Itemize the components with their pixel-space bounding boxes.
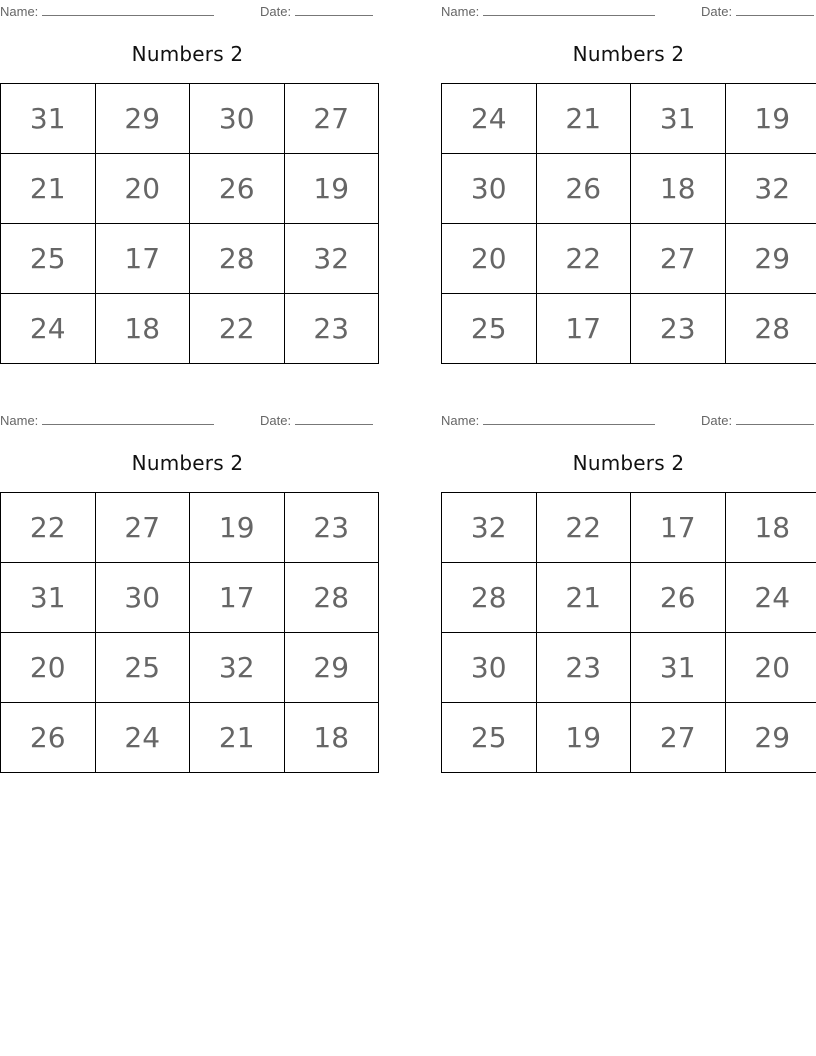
grid-cell: 30 (95, 563, 190, 633)
grid-cell: 27 (284, 84, 379, 154)
name-blank-line[interactable] (42, 3, 214, 16)
grid-cell: 31 (631, 84, 726, 154)
grid-cell: 31 (1, 84, 96, 154)
grid-cell: 26 (1, 703, 96, 773)
worksheet-title: Numbers 2 (131, 451, 244, 475)
worksheet-header (441, 0, 816, 20)
grid-cell: 28 (725, 294, 816, 364)
grid-cell: 30 (190, 84, 285, 154)
grid-cell: 24 (725, 563, 816, 633)
name-label: Name: (441, 413, 480, 428)
grid-cell: 31 (631, 633, 726, 703)
grid-cell: 31 (1, 563, 96, 633)
date-blank-line[interactable] (295, 3, 373, 16)
worksheet-header (0, 409, 375, 429)
grid-row (442, 703, 816, 773)
grid-cell: 30 (442, 633, 537, 703)
grid-cell: 28 (284, 563, 379, 633)
grid-cell: 19 (536, 703, 631, 773)
name-label: Name: (0, 413, 39, 428)
grid-cell: 19 (284, 154, 379, 224)
grid-cell: 27 (631, 703, 726, 773)
grid-cell: 21 (536, 563, 631, 633)
grid-cell: 20 (1, 633, 96, 703)
grid-cell: 32 (190, 633, 285, 703)
grid-cell: 20 (95, 154, 190, 224)
name-label: Name: (0, 4, 39, 19)
name-field[interactable] (441, 3, 655, 19)
date-label: Date: (701, 4, 733, 19)
grid-cell: 29 (284, 633, 379, 703)
grid-cell: 23 (284, 294, 379, 364)
grid-cell: 18 (95, 294, 190, 364)
grid-row (442, 154, 816, 224)
worksheet-title: Numbers 2 (572, 451, 685, 475)
name-field[interactable] (441, 412, 655, 428)
grid-cell: 26 (536, 154, 631, 224)
grid-cell: 17 (536, 294, 631, 364)
grid-row (442, 563, 816, 633)
grid-row (442, 294, 816, 364)
name-field[interactable] (0, 3, 214, 19)
grid-cell: 17 (631, 493, 726, 563)
number-grid (0, 83, 379, 364)
date-field[interactable] (260, 412, 373, 428)
grid-cell: 25 (95, 633, 190, 703)
grid-cell: 29 (95, 84, 190, 154)
grid-row (442, 224, 816, 294)
grid-row (442, 84, 816, 154)
grid-cell: 32 (725, 154, 816, 224)
grid-row (1, 224, 379, 294)
grid-cell: 26 (631, 563, 726, 633)
grid-cell: 17 (95, 224, 190, 294)
grid-cell: 22 (536, 224, 631, 294)
date-field[interactable] (701, 3, 814, 19)
grid-cell: 27 (631, 224, 726, 294)
name-field[interactable] (0, 412, 214, 428)
date-field[interactable] (701, 412, 814, 428)
grid-cell: 28 (190, 224, 285, 294)
grid-cell: 23 (284, 493, 379, 563)
worksheet-title: Numbers 2 (572, 42, 685, 66)
date-blank-line[interactable] (295, 412, 373, 425)
name-label: Name: (441, 4, 480, 19)
grid-row (442, 493, 816, 563)
date-label: Date: (260, 413, 292, 428)
grid-cell: 21 (1, 154, 96, 224)
grid-cell: 18 (284, 703, 379, 773)
worksheet-header (441, 409, 816, 429)
grid-cell: 24 (442, 84, 537, 154)
worksheet-header (0, 0, 375, 20)
grid-cell: 17 (190, 563, 285, 633)
name-blank-line[interactable] (483, 3, 655, 16)
date-blank-line[interactable] (736, 412, 814, 425)
grid-cell: 24 (95, 703, 190, 773)
grid-cell: 23 (536, 633, 631, 703)
grid-cell: 19 (725, 84, 816, 154)
number-grid (441, 83, 816, 364)
grid-cell: 25 (442, 294, 537, 364)
grid-cell: 18 (631, 154, 726, 224)
grid-cell: 29 (725, 224, 816, 294)
grid-cell: 20 (442, 224, 537, 294)
date-field[interactable] (260, 3, 373, 19)
name-blank-line[interactable] (42, 412, 214, 425)
grid-cell: 22 (1, 493, 96, 563)
grid-cell: 21 (190, 703, 285, 773)
grid-row (442, 633, 816, 703)
grid-cell: 29 (725, 703, 816, 773)
grid-cell: 30 (442, 154, 537, 224)
grid-row (1, 294, 379, 364)
grid-row (1, 493, 379, 563)
grid-cell: 22 (536, 493, 631, 563)
date-label: Date: (701, 413, 733, 428)
date-blank-line[interactable] (736, 3, 814, 16)
grid-cell: 19 (190, 493, 285, 563)
number-grid (441, 492, 816, 773)
grid-cell: 32 (442, 493, 537, 563)
grid-row (1, 563, 379, 633)
grid-cell: 23 (631, 294, 726, 364)
grid-cell: 26 (190, 154, 285, 224)
date-label: Date: (260, 4, 292, 19)
grid-cell: 21 (536, 84, 631, 154)
grid-cell: 25 (442, 703, 537, 773)
grid-cell: 32 (284, 224, 379, 294)
grid-row (1, 154, 379, 224)
name-blank-line[interactable] (483, 412, 655, 425)
grid-row (1, 633, 379, 703)
number-grid (0, 492, 379, 773)
worksheet-title: Numbers 2 (131, 42, 244, 66)
grid-cell: 25 (1, 224, 96, 294)
grid-row (1, 703, 379, 773)
grid-cell: 27 (95, 493, 190, 563)
grid-cell: 20 (725, 633, 816, 703)
grid-cell: 22 (190, 294, 285, 364)
grid-cell: 24 (1, 294, 96, 364)
grid-cell: 28 (442, 563, 537, 633)
grid-row (1, 84, 379, 154)
grid-cell: 18 (725, 493, 816, 563)
